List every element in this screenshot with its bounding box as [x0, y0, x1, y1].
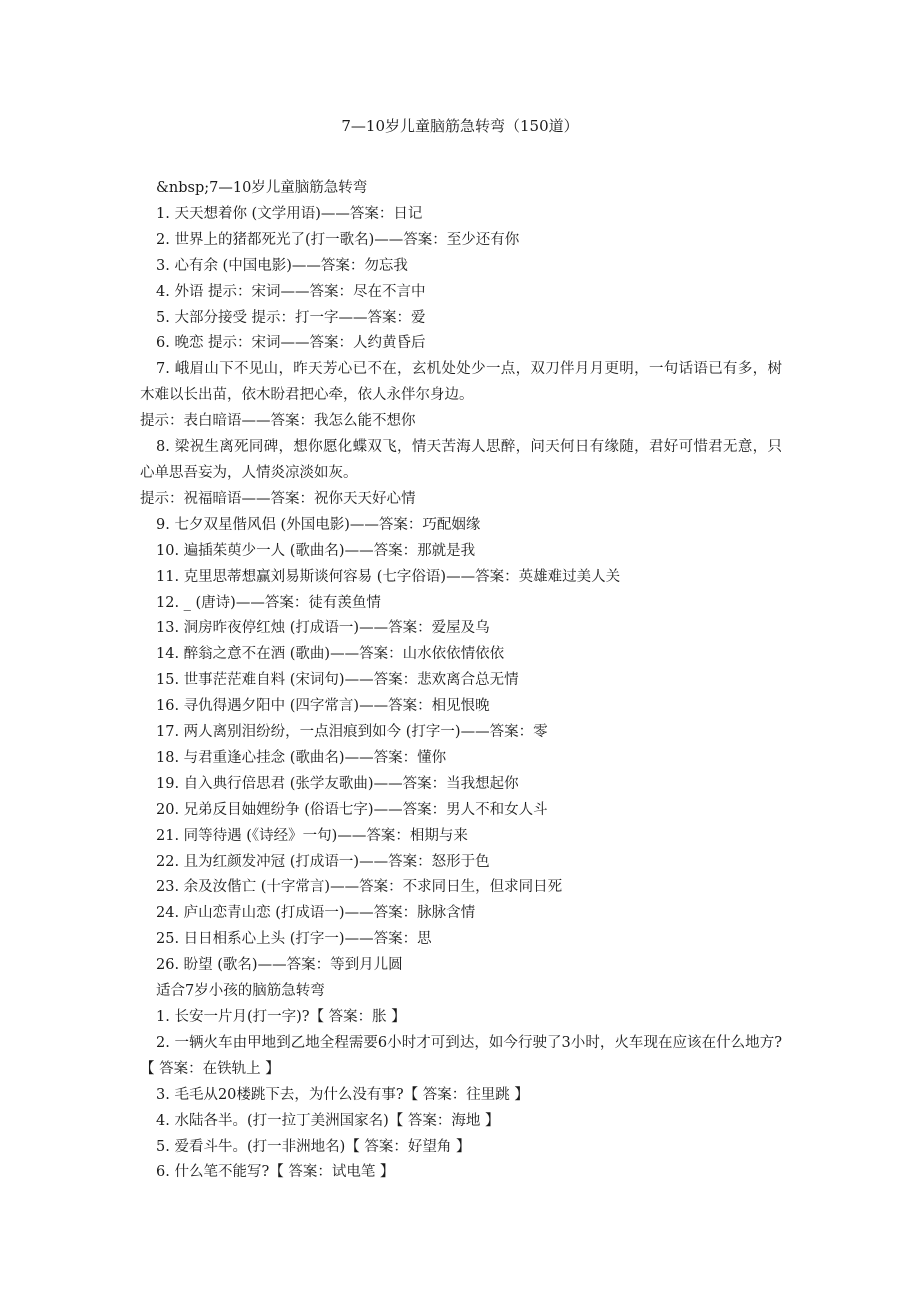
- page-title: 7—10岁儿童脑筋急转弯（150道）: [341, 117, 579, 135]
- list-item: 6. 晚恋 提示：宋词——答案：人约黄昏后: [156, 335, 426, 352]
- list-item: 6. 什么笔不能写?【 答案：试电笔 】: [156, 1164, 395, 1181]
- list-item: 13. 洞房昨夜停红烛 (打成语一)——答案：爱屋及乌: [156, 620, 490, 637]
- list-item: 17. 两人离别泪纷纷，一点泪痕到如今 (打字一)——答案：零: [156, 724, 548, 741]
- list-item: 2. 一辆火车由甲地到乙地全程需要6小时才可到达，如今行驶了3小时，火车现在应该在什么地方?【 答案：在铁轨上 】: [140, 1034, 782, 1077]
- list-item: 14. 醉翁之意不在酒 (歌曲)——答案：山水依依情依依: [156, 646, 505, 663]
- section-heading: 适合7岁小孩的脑筋急转弯: [156, 983, 325, 1000]
- list-item: 3. 毛毛从20楼跳下去，为什么没有事?【 答案：往里跳 】: [156, 1086, 529, 1103]
- list-item: 21. 同等待遇 (《诗经》一句)——答案：相期与来: [156, 827, 468, 844]
- list-item: 15. 世事茫茫难自料 (宋词句)——答案：悲欢离合总无情: [156, 672, 519, 689]
- list-item: 11. 克里思蒂想赢刘易斯谈何容易 (七字俗语)——答案：英雄难过美人关: [156, 568, 621, 585]
- document-body: [140, 176, 782, 1186]
- list-item: 10. 遍插茱萸少一人 (歌曲名)——答案：那就是我: [156, 542, 476, 559]
- list-item: 3. 心有余 (中国电影)——答案：勿忘我: [156, 257, 408, 274]
- list-item: 2. 世界上的猪都死光了(打一歌名)——答案：至少还有你: [156, 231, 520, 248]
- list-item: 16. 寻仇得遇夕阳中 (四字常言)——答案：相见恨晚: [156, 698, 490, 715]
- list-item: 18. 与君重逢心挂念 (歌曲名)——答案：懂你: [156, 749, 447, 766]
- list-item: 7. 峨眉山下不见山，昨天芳心已不在，玄机处处少一点，双刀伴月月更明，一句话语已有多，树木难以长出苗，依木盼君把心牵，依人永伴尔身边。: [140, 361, 782, 404]
- list-item: 19. 自入典行倍思君 (张学友歌曲)——答案：当我想起你: [156, 775, 519, 792]
- list-item: 22. 且为红颜发冲冠 (打成语一)——答案：怒形于色: [156, 853, 490, 870]
- list-item: 8. 梁祝生离死同碑，想你愿化蝶双飞，情天苦海人思醉，问天何日有缘随，君好可惜君无意，只心单思吾妄为，人情炎凉淡如灰。: [140, 439, 782, 481]
- list-item: 23. 余及汝偕亡 (十字常言)——答案：不求同日生，但求同日死: [156, 879, 563, 896]
- list-item: 12. _ (唐诗)——答案：徒有羡鱼情: [156, 594, 381, 611]
- list-item: 4. 外语 提示：宋词——答案：尽在不言中: [156, 283, 426, 300]
- list-item: 5. 大部分接受 提示：打一字——答案：爱: [156, 309, 426, 326]
- section-heading: &nbsp;7—10岁儿童脑筋急转弯: [156, 180, 368, 196]
- item-hint: 提示：祝福暗语——答案：祝你天天好心情: [140, 490, 416, 507]
- item-hint: 提示：表白暗语——答案：我怎么能不想你: [140, 413, 416, 430]
- list-item: 26. 盼望 (歌名)——答案：等到月儿圆: [156, 957, 403, 974]
- list-item: 4. 水陆各半。(打一拉丁美洲国家名)【 答案：海地 】: [156, 1112, 500, 1129]
- list-item: 24. 庐山恋青山恋 (打成语一)——答案：脉脉含情: [156, 905, 476, 922]
- list-item: 1. 天天想着你 (文学用语)——答案：日记: [156, 205, 423, 222]
- list-item: 9. 七夕双星偕风侣 (外国电影)——答案：巧配姻缘: [156, 516, 481, 533]
- list-item: 20. 兄弟反目妯娌纷争 (俗语七字)——答案：男人不和女人斗: [156, 801, 548, 818]
- list-item: 5. 爱看斗牛。(打一非洲地名)【 答案：好望角 】: [156, 1138, 471, 1155]
- list-item: 1. 长安一片月(打一字)?【 答案：胀 】: [156, 1009, 406, 1025]
- list-item: 25. 日日相系心上头 (打字一)——答案：思: [156, 931, 432, 948]
